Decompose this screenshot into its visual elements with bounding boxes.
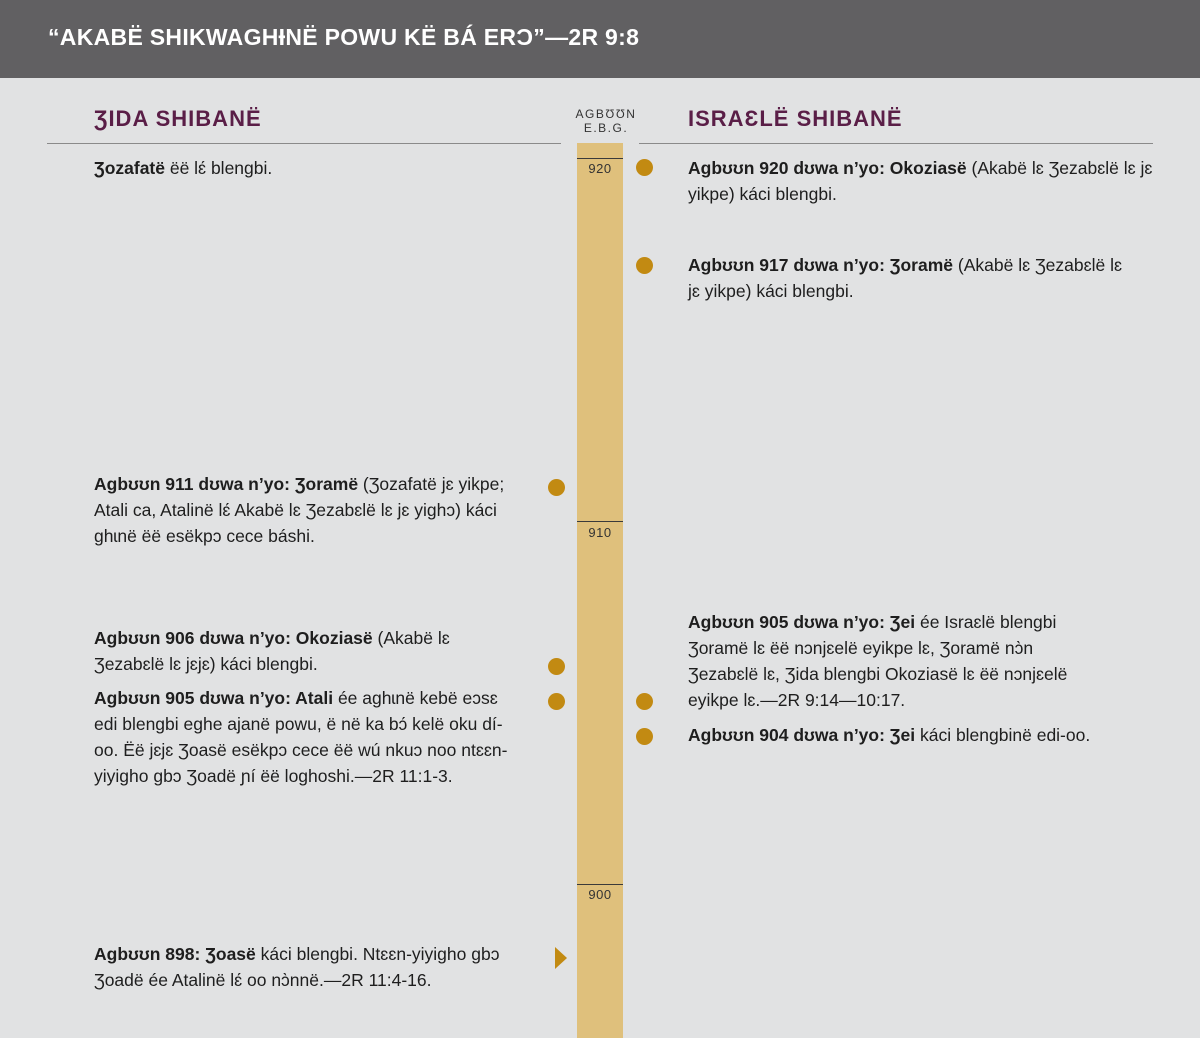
right-entry-920 bbox=[688, 155, 1153, 207]
title-text: “AKABË SHIKWAGHƗNË POWU KË BÁ ERƆ” bbox=[48, 24, 546, 50]
tick-label-910: 910 bbox=[588, 525, 612, 540]
tick-label-920: 920 bbox=[588, 161, 612, 176]
right-entry-905 bbox=[688, 609, 1078, 713]
entry-text: (Akabë lɛ Ʒezabɛlë lɛ jɛjɛ) káci blengbi. bbox=[94, 628, 450, 674]
left-marker-905 bbox=[548, 693, 565, 710]
axis-label bbox=[566, 107, 646, 135]
right-marker-904 bbox=[636, 728, 653, 745]
header-bar bbox=[0, 0, 1200, 78]
entry-heading: Agbʊʊn 906 dʊwa n’yo: Okoziasë bbox=[94, 628, 373, 648]
tick-900 bbox=[577, 884, 623, 885]
entry-text: ée Israɛlë blengbi Ʒoramë lɛ ëë nɔnjɛelë eyikpe lɛ, Ʒoramë nɔ̀n Ʒezabɛlë lɛ, Ʒida blengbi Okoziasë lɛ ëë nɔnjɛelë eyikpe lɛ.—2R 9:14—10:17. bbox=[688, 612, 1068, 710]
entry-text: ée aghɩnë kebë eɔsɛ edi blengbi eghe ajanë powu, ë në ka bɔ́ kelë oku dí-oo. Ëë jɛjɛ Ʒoasë esëkpɔ cece ëë wú nkuɔ noo ntɛɛn-yiyigho gbɔ Ʒoadë ɲí ëë loghoshi.—2R 11:1-3. bbox=[94, 688, 508, 786]
page-title bbox=[48, 24, 639, 51]
axis-label-line2: E.B.G. bbox=[583, 121, 629, 135]
tick-910 bbox=[577, 521, 623, 522]
entry-text: ëë lɛ́ blengbi. bbox=[164, 158, 273, 178]
right-entry-917 bbox=[688, 252, 1138, 304]
entry-heading: Ʒozafatë bbox=[94, 158, 165, 178]
left-entry-898 bbox=[94, 941, 524, 993]
entry-text: káci blengbinë edi-oo. bbox=[915, 725, 1091, 745]
right-marker-905 bbox=[636, 693, 653, 710]
entry-heading: Agbʊʊn 905 dʊwa n’yo: Atali bbox=[94, 688, 334, 708]
right-column-heading: ISRAƐLË SHIBANË bbox=[688, 106, 903, 131]
left-marker-906 bbox=[548, 658, 565, 675]
entry-text: (Akabë lɛ Ʒezabɛlë lɛ jɛ yikpe) káci blengbi. bbox=[688, 158, 1153, 204]
left-marker-911 bbox=[548, 479, 565, 496]
left-entry-jozafat bbox=[94, 155, 544, 181]
entry-text: (Akabë lɛ Ʒezabɛlë lɛ jɛ yikpe) káci blengbi. bbox=[688, 255, 1123, 301]
timeline-bar bbox=[577, 143, 623, 1038]
left-entry-911 bbox=[94, 471, 524, 549]
entry-heading: Agbʊʊn 904 dʊwa n’yo: Ʒei bbox=[688, 725, 916, 745]
left-divider bbox=[47, 143, 561, 144]
axis-label-line1: AGBƱƱN bbox=[575, 107, 637, 121]
right-entry-904 bbox=[688, 722, 1153, 748]
entry-heading: Agbʊʊn 920 dʊwa n’yo: Okoziasë bbox=[688, 158, 967, 178]
left-entry-906 bbox=[94, 625, 474, 677]
entry-heading: Agbʊʊn 898: Ʒoasë bbox=[94, 944, 256, 964]
left-column-heading: ƷIDA SHIBANË bbox=[94, 106, 262, 131]
right-divider bbox=[639, 143, 1153, 144]
right-marker-917 bbox=[636, 257, 653, 274]
entry-heading: Agbʊʊn 917 dʊwa n’yo: Ʒoramë bbox=[688, 255, 954, 275]
right-marker-920 bbox=[636, 159, 653, 176]
entry-text: káci blengbi. Ntɛɛn-yiyigho gbɔ Ʒoadë ée Atalinë lɛ́ oo nɔ̀nnë.—2R 11:4-16. bbox=[94, 944, 500, 990]
entry-heading: Agbʊʊn 911 dʊwa n’yo: Ʒoramë bbox=[94, 474, 359, 494]
entry-text: (Ʒozafatë jɛ yikpe; Atali ca, Atalinë lɛ́ Akabë lɛ Ʒezabɛlë lɛ jɛ yighɔ) káci ghɩnë ëë esëkpɔ cece báshi. bbox=[94, 474, 505, 546]
left-marker-898-arrow bbox=[555, 947, 567, 969]
left-entry-905 bbox=[94, 685, 519, 789]
title-reference: —2R 9:8 bbox=[545, 24, 640, 50]
tick-label-900: 900 bbox=[588, 887, 612, 902]
entry-heading: Agbʊʊn 905 dʊwa n’yo: Ʒei bbox=[688, 612, 916, 632]
tick-920 bbox=[577, 158, 623, 159]
